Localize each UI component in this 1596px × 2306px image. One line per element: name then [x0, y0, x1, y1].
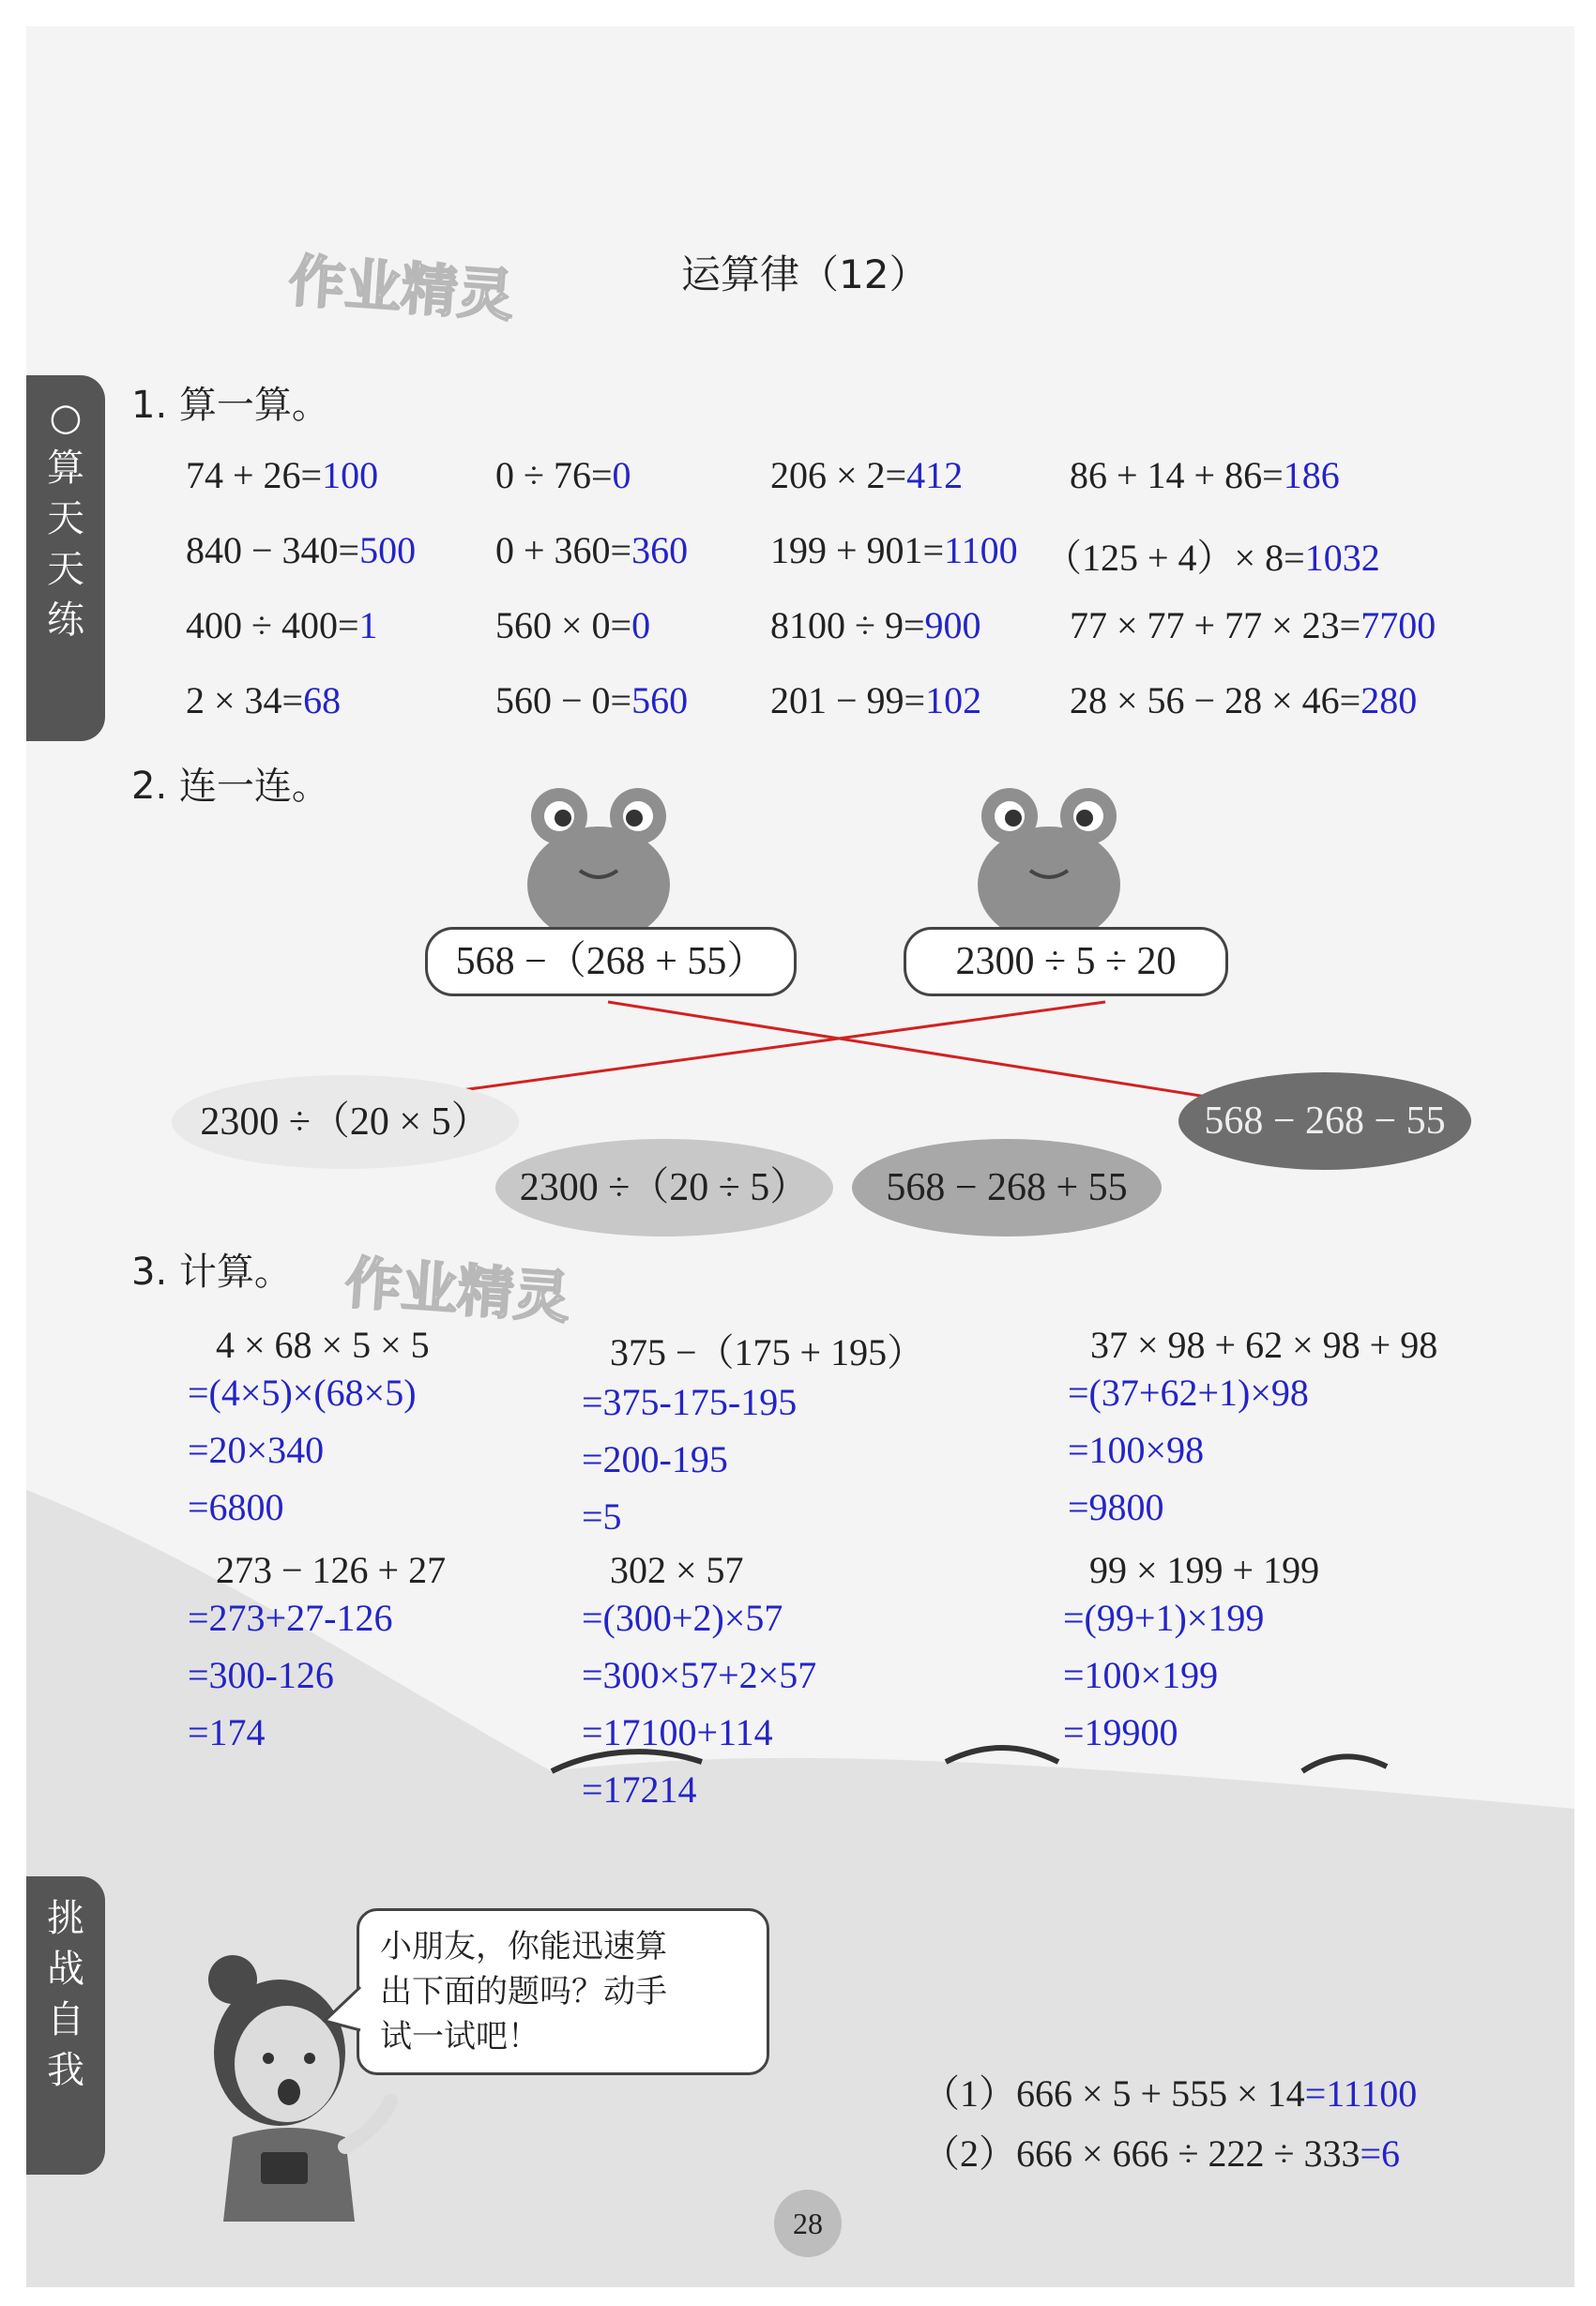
calc-step: =100×98 [1068, 1429, 1205, 1471]
calc-step: =300×57+2×57 [582, 1654, 817, 1696]
answer: 0 [612, 454, 631, 496]
side-tab-char: 天 [47, 497, 84, 540]
equation: 206 × 2=412 [770, 454, 964, 496]
match-box-top-2: 2300 ÷ 5 ÷ 20 [904, 927, 1228, 996]
equation: 86 + 14 + 86=186 [1070, 454, 1340, 496]
answer: 0 [631, 604, 651, 646]
answer: 7700 [1360, 604, 1436, 646]
calc-expression: 273 − 126 + 27 [216, 1549, 447, 1591]
calc-expression: 4 × 68 × 5 × 5 [216, 1324, 430, 1366]
calc-step: =(300+2)×57 [582, 1597, 783, 1639]
side-tab-char: 自 [47, 1998, 84, 2041]
equation: 74 + 26=100 [186, 454, 379, 496]
calc-step: =6800 [188, 1486, 284, 1528]
match-option-2: 568 − 268 − 55 [1178, 1072, 1471, 1170]
calc-expression: 302 × 57 [610, 1549, 744, 1591]
equation: 0 ÷ 76=0 [495, 454, 631, 496]
answer: 68 [303, 679, 342, 721]
speech-line: 小朋友，你能迅速算 [380, 1928, 667, 1965]
calc-expression: 99 × 199 + 199 [1089, 1549, 1320, 1591]
calc-step: =(99+1)×199 [1063, 1597, 1265, 1639]
watermark: 作业精灵 [286, 248, 516, 330]
side-tab-char: 我 [47, 2049, 84, 2092]
match-option-4: 568 − 268 + 55 [852, 1139, 1162, 1236]
answer: 500 [359, 529, 417, 571]
equation: 201 − 99=102 [770, 679, 982, 721]
calc-step: =200-195 [582, 1438, 728, 1480]
page-title: 运算律（12） [681, 251, 929, 297]
calc-problem [1068, 1323, 1437, 1529]
calc-problem [188, 1548, 446, 1754]
answer: 900 [924, 604, 981, 646]
answer: =6 [1360, 2132, 1401, 2175]
match-option-1: 2300 ÷（20 × 5） [172, 1075, 519, 1169]
equation: 77 × 77 + 77 × 23=7700 [1070, 604, 1436, 646]
side-tab-char: 天 [47, 548, 84, 591]
side-tab-challenge [26, 1876, 105, 2175]
calc-step: =174 [188, 1711, 266, 1753]
equation: 199 + 901=1100 [770, 529, 1018, 571]
calc-problem [582, 1323, 924, 1539]
speech-line: 试一试吧！ [380, 2018, 540, 2056]
equation: 840 − 340=500 [186, 529, 417, 571]
challenge-problem: （1）666 × 5 + 555 × 14=11100 [922, 2072, 1418, 2115]
answer: 186 [1283, 454, 1340, 496]
section3-heading: 3. 计算。 [131, 1251, 292, 1294]
side-tab-char: 算 [47, 447, 84, 490]
side-tab-char: 战 [47, 1948, 84, 1991]
answer: 1 [358, 604, 378, 646]
speech-bubble [357, 1908, 769, 2075]
calc-step: =17214 [582, 1768, 697, 1811]
calc-step: =9800 [1068, 1486, 1164, 1528]
equation: 0 + 360=360 [495, 529, 689, 571]
answer: 1100 [944, 529, 1018, 571]
calc-problem [188, 1323, 430, 1529]
equation: 8100 ÷ 9=900 [770, 604, 981, 646]
calc-problem [1063, 1548, 1319, 1754]
answer: 102 [925, 679, 982, 721]
equation: （125 + 4）× 8=1032 [1044, 537, 1380, 579]
section1-heading: 1. 算一算。 [131, 384, 329, 427]
calc-step: =273+27-126 [188, 1597, 393, 1639]
side-tab-char: 挑 [47, 1897, 84, 1940]
calc-step: =(37+62+1)×98 [1068, 1372, 1309, 1414]
answer: 412 [906, 454, 964, 496]
workbook-page [26, 26, 1574, 2287]
calc-step: =100×199 [1063, 1654, 1219, 1696]
match-box-top-1: 568 −（268 + 55） [425, 927, 797, 996]
calc-step: =(4×5)×(68×5) [188, 1372, 417, 1414]
calc-expression: 37 × 98 + 62 × 98 + 98 [1090, 1324, 1438, 1366]
answer: 560 [631, 679, 689, 721]
answer: 100 [322, 454, 379, 496]
calc-step: =5 [582, 1495, 622, 1538]
answer: 280 [1360, 679, 1418, 721]
calc-step: =300-126 [188, 1654, 334, 1696]
calc-step: =375-175-195 [582, 1381, 798, 1423]
watermark: 作业精灵 [342, 1250, 572, 1332]
speech-line: 出下面的题吗？动手 [380, 1973, 667, 2010]
calc-expression: 375 −（175 + 195） [610, 1331, 925, 1373]
side-tab-char: ○ [49, 396, 83, 439]
equation: 400 ÷ 400=1 [186, 604, 378, 646]
answer: 360 [631, 529, 689, 571]
equation: 560 − 0=560 [495, 679, 689, 721]
equation: 560 × 0=0 [495, 604, 651, 646]
match-option-3: 2300 ÷（20 ÷ 5） [495, 1139, 833, 1236]
calc-step: =20×340 [188, 1429, 325, 1471]
calc-step: =17100+114 [582, 1711, 773, 1753]
page-number: 28 [774, 2190, 842, 2257]
speech-bubble-tail [323, 1983, 362, 2040]
equation: 28 × 56 − 28 × 46=280 [1070, 679, 1418, 721]
calc-step: =19900 [1063, 1711, 1178, 1753]
equation: 2 × 34=68 [186, 679, 342, 721]
calc-problem [582, 1548, 816, 1812]
answer: 1032 [1304, 537, 1380, 579]
side-tab-char: 练 [47, 599, 84, 642]
answer: =11100 [1304, 2072, 1418, 2115]
section2-heading: 2. 连一连。 [131, 765, 329, 808]
challenge-problem: （2）666 × 666 ÷ 222 ÷ 333=6 [922, 2132, 1401, 2175]
